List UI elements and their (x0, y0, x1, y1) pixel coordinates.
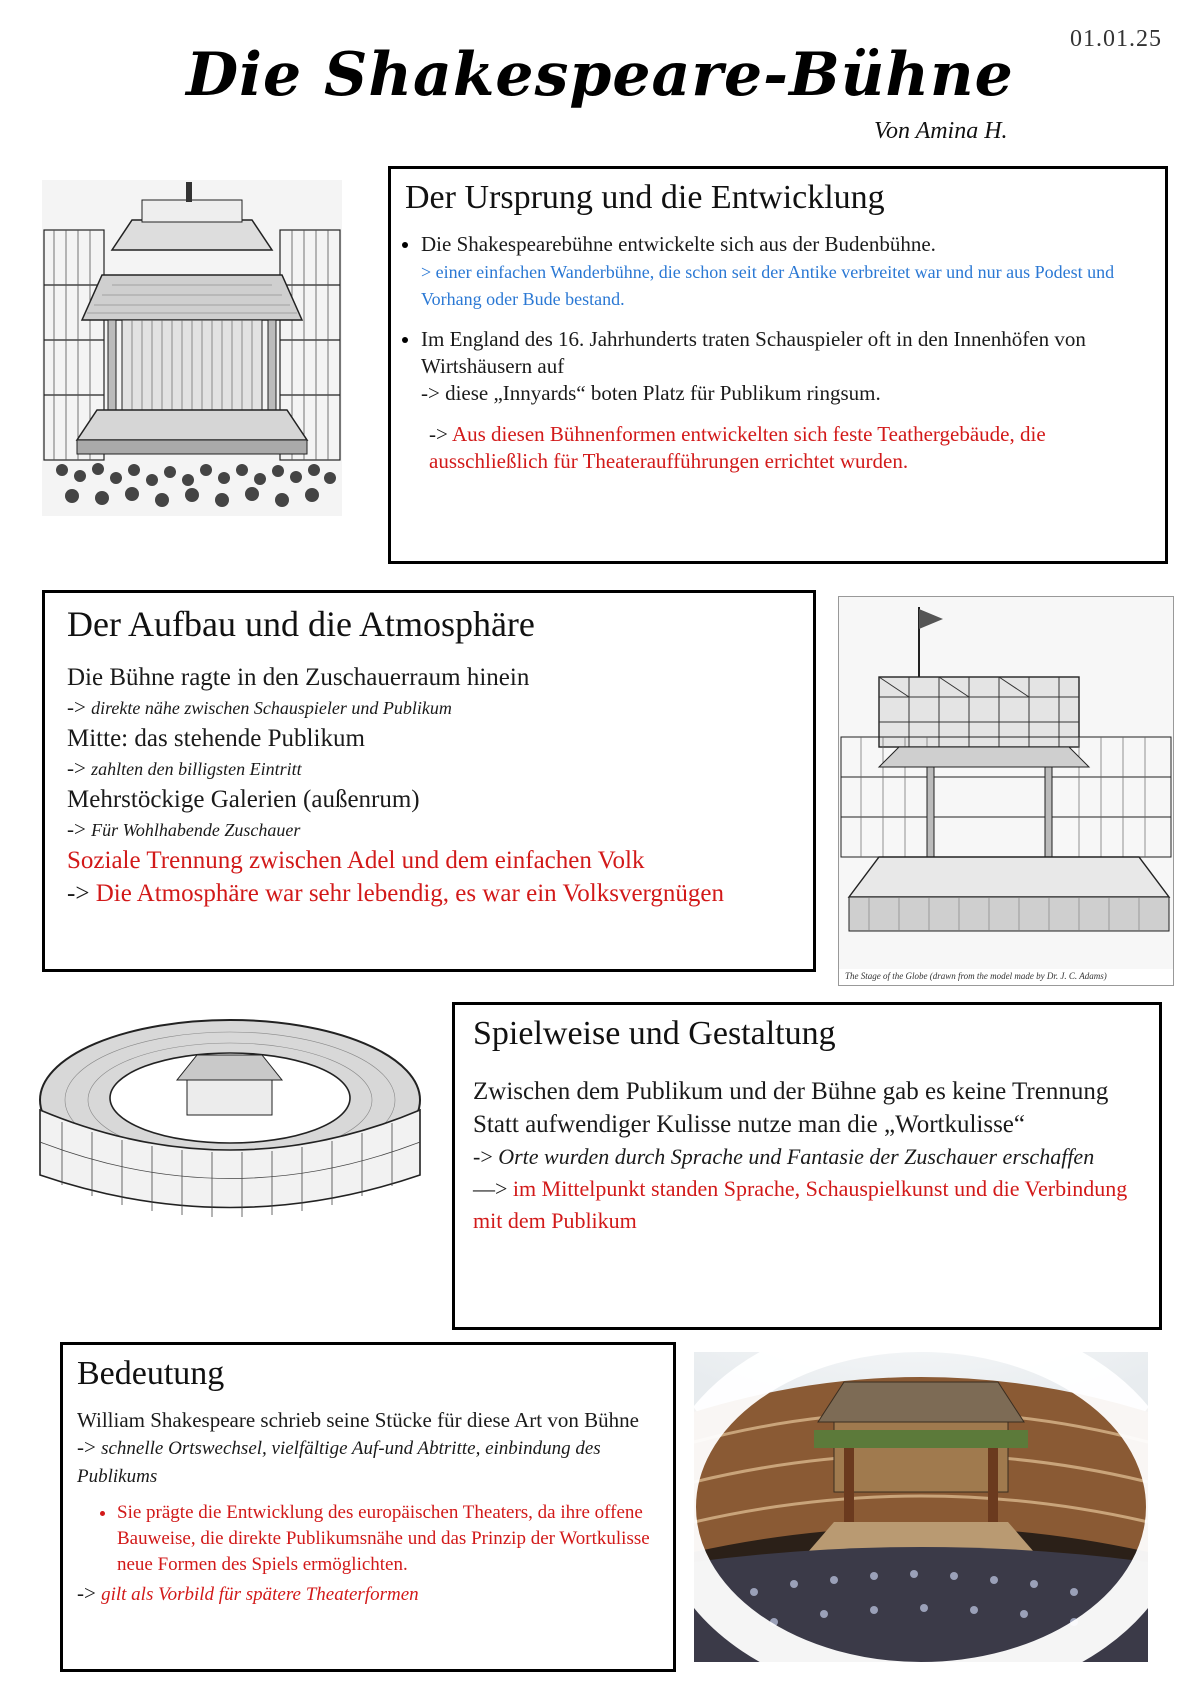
page-title: Die Shakespeare-Bühne (186, 40, 1014, 110)
globe-model-image (22, 1010, 438, 1230)
section-structure (42, 590, 816, 972)
section-origin-list (397, 231, 1149, 407)
globe-interior-photo (694, 1352, 1148, 1662)
style-line-3: —> im Mittelpunkt standen Sprache, Schauspielkunst und die Verbindung mit dem Publikum (473, 1176, 1128, 1233)
author: Von Amina H. (874, 118, 1008, 144)
structure-line-1: Die Bühne ragte in den Zuschauerraum hinein (67, 664, 530, 691)
arrow: -> (429, 422, 448, 446)
section-meaning-heading: Bedeutung (77, 1355, 225, 1392)
structure-line-2-note: -> zahlten den billigsten Eintritt (67, 756, 302, 780)
globe-image-caption: The Stage of the Globe (drawn from the model made by Dr. J. C. Adams) (845, 971, 1107, 981)
origin-conclusion-text: Aus diesen Bühnenformen entwickelten sich feste Teathergebäude, die ausschließlich für Theateraufführungen errichtet wurden. (429, 422, 1046, 473)
structure-line-4: Soziale Trennung zwischen Adel und dem einfachen Volk (67, 847, 645, 874)
structure-line-1-note: -> direkte nähe zwischen Schauspieler und Publikum (67, 695, 452, 719)
origin-bullet-2: Im England des 16. Jahrhunderts traten Schauspieler oft in den Innenhöfen von Wirtshäusern auf (421, 327, 1086, 378)
stage-engraving-image (42, 180, 342, 516)
origin-bullet-2-note: -> diese „Innyards“ boten Platz für Publikum ringsum. (421, 381, 881, 405)
meaning-list (77, 1500, 659, 1578)
style-line-2-note: -> Orte wurden durch Sprache und Fantasie der Zuschauer erschaffen (473, 1144, 1095, 1169)
style-line-1: Zwischen dem Publikum und der Bühne gab es keine Trennung (473, 1078, 1109, 1105)
date: 01.01.25 (1070, 26, 1162, 52)
section-style (452, 1002, 1162, 1330)
section-origin-heading: Der Ursprung und die Entwicklung (405, 179, 885, 216)
list-item (421, 326, 1149, 407)
style-line-2: Statt aufwendiger Kulisse nutze man die „Wortkulisse“ (473, 1111, 1026, 1138)
section-structure-heading: Der Aufbau und die Atmosphäre (67, 604, 535, 644)
list-item: • Sie prägte die Entwicklung des europäischen Theaters, da ihre offene Bauweise, die direkte Publikumsnähe und das Prinzip der Wortkulisse neue Formen des Spiels ermöglichten. (117, 1500, 659, 1578)
section-meaning (60, 1342, 676, 1672)
globe-stage-drawing-image (838, 596, 1174, 986)
list-item (421, 231, 1149, 312)
section-origin (388, 166, 1168, 564)
structure-line-2: Mitte: das stehende Publikum (67, 725, 365, 752)
meaning-final: -> gilt als Vorbild für spätere Theaterformen (77, 1581, 419, 1605)
section-style-heading: Spielweise und Gestaltung (473, 1015, 836, 1052)
origin-conclusion (429, 421, 1149, 475)
structure-line-3: Mehrstöckige Galerien (außenrum) (67, 786, 420, 813)
meaning-line-1-note: -> schnelle Ortswechsel, vielfältige Auf-und Abtritte, einbindung des Publikums (77, 1435, 601, 1487)
meaning-line-1: William Shakespeare schrieb seine Stücke für diese Art von Bühne (77, 1408, 639, 1432)
structure-line-3-note: -> Für Wohlhabende Zuschauer (67, 817, 301, 841)
origin-bullet-1-note: > einer einfachen Wanderbühne, die schon seit der Antike verbreitet war und nur aus Podest und Vorhang oder Bude bestand. (421, 262, 1115, 309)
origin-bullet-1: Die Shakespearebühne entwickelte sich aus der Budenbühne. (421, 232, 936, 256)
structure-line-5: -> Die Atmosphäre war sehr lebendig, es war ein Volksvergnügen (67, 880, 725, 907)
